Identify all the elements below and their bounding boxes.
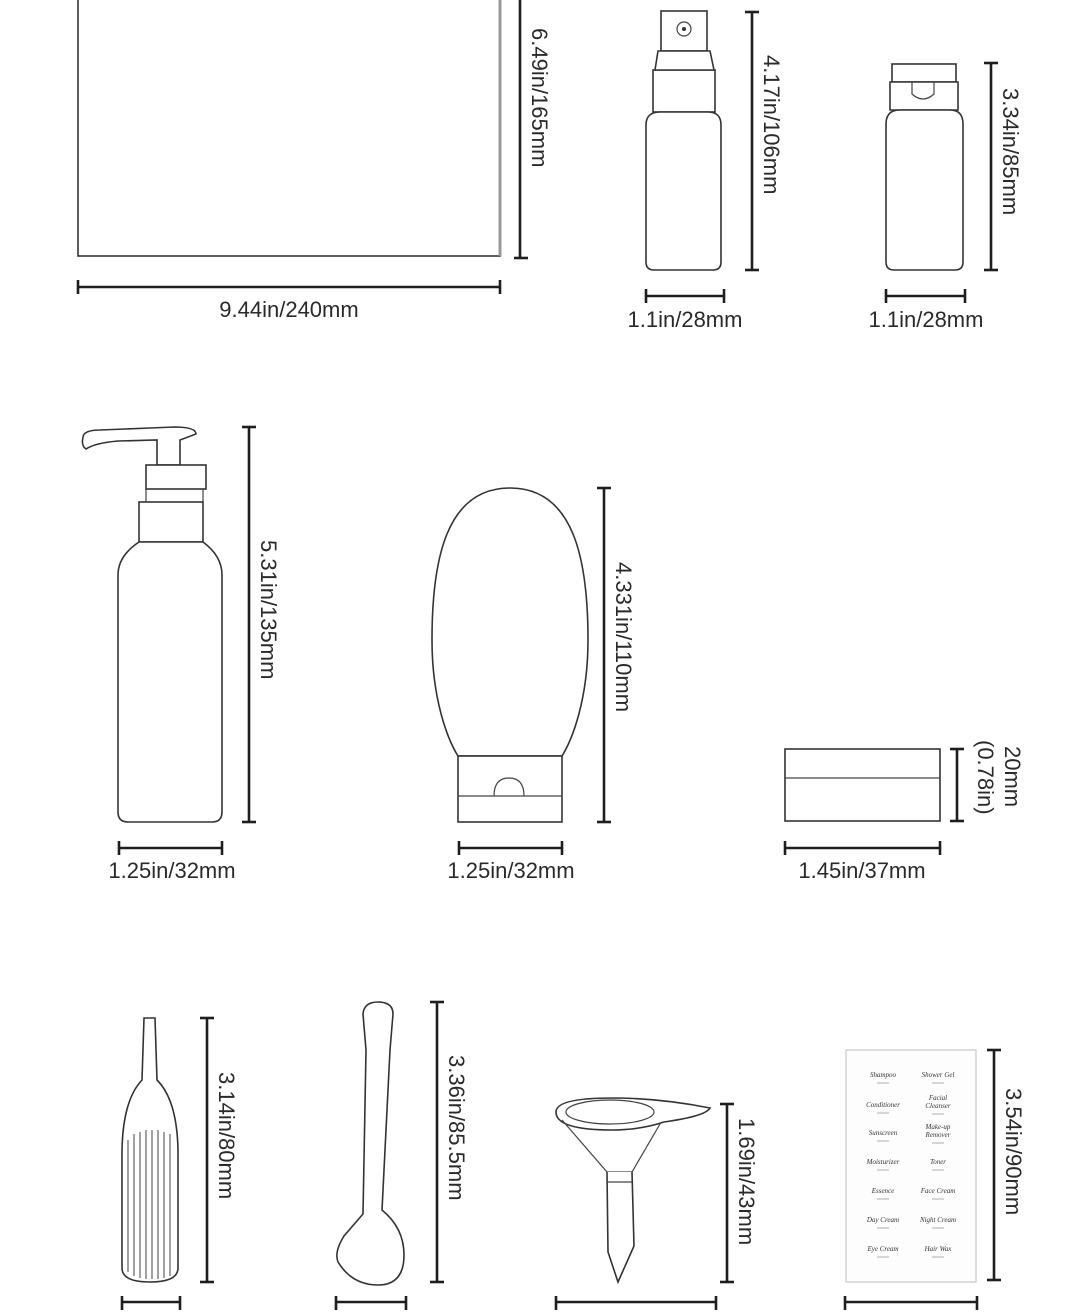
pump-bottle-item (82, 427, 281, 883)
label-item: Toner (929, 1158, 947, 1166)
flip-body (886, 110, 963, 270)
label-item: Sunscreen (868, 1129, 898, 1137)
spatula-item (336, 1002, 469, 1310)
label-item: Night Cream (919, 1216, 957, 1224)
pump-width-label: 1.25in/32mm (108, 858, 236, 883)
spatula-outline (337, 1002, 404, 1285)
pouch-item (78, 0, 552, 322)
pump-collar (146, 465, 206, 489)
label-item: Cleanser (925, 1102, 951, 1110)
jar-item (785, 740, 1025, 883)
jar-height-alt-label: (0.78in) (973, 740, 998, 815)
dropper-height-label: 3.14in/80mm (214, 1072, 239, 1200)
spray-nozzle-hole (682, 27, 686, 31)
tube-width-label: 1.25in/32mm (447, 858, 575, 883)
spray-collar (653, 70, 715, 112)
tube-height-label: 4.331in/110mm (611, 562, 636, 713)
funnel-item (556, 1098, 759, 1310)
label-item: Moisturizer (866, 1158, 900, 1166)
pouch-height-label: 6.49in/165mm (527, 28, 552, 168)
label-item: Day Cream (866, 1216, 900, 1224)
flip-cap (890, 82, 958, 110)
label-item: Face Cream (920, 1187, 956, 1195)
flip-width-label: 1.1in/28mm (868, 307, 984, 332)
spatula-height-label: 3.36in/85.5mm (444, 1055, 469, 1201)
flip-height-label: 3.34in/85mm (998, 88, 1023, 216)
spray-neck (655, 51, 714, 70)
pump-cap (139, 502, 203, 542)
pouch-width-label: 9.44in/240mm (219, 297, 359, 322)
label-item: Eye Cream (867, 1245, 899, 1253)
jar-outline (785, 749, 940, 821)
funnel-height-label: 1.69in/43mm (734, 1118, 759, 1246)
flip-cap-top (892, 64, 956, 82)
pump-head (82, 427, 196, 465)
spray-height-label: 4.17in/106mm (759, 55, 784, 195)
pump-height-label: 5.31in/135mm (256, 540, 281, 680)
spray-bottle-item (628, 11, 784, 332)
label-sheet-item (845, 1050, 1026, 1310)
funnel-spout (607, 1172, 634, 1282)
label-item: Conditioner (866, 1101, 900, 1109)
jar-height-label: 20mm (1000, 746, 1025, 808)
pump-body (118, 542, 222, 822)
label-item: Facial (928, 1094, 948, 1102)
squeeze-tube-item (432, 488, 636, 883)
label-sheet-outline (846, 1050, 976, 1282)
tube-cap (458, 756, 562, 822)
flip-bottle-item (869, 63, 1023, 332)
label-sheet-height-label: 3.54in/90mm (1001, 1088, 1026, 1216)
label-item: Essence (871, 1187, 895, 1195)
label-item: Make-up (925, 1123, 951, 1131)
label-item: Hair Wax (924, 1245, 952, 1253)
label-item: Remover (925, 1131, 951, 1139)
dropper-item (122, 1018, 239, 1310)
jar-width-label: 1.45in/37mm (798, 858, 926, 883)
label-item: Shampoo (869, 1071, 897, 1079)
spray-width-label: 1.1in/28mm (627, 307, 743, 332)
pouch-outline (78, 0, 500, 256)
tube-body (432, 488, 588, 756)
label-item: Shower Gel (921, 1071, 955, 1079)
funnel-rim (556, 1098, 710, 1130)
spray-body (646, 112, 721, 270)
